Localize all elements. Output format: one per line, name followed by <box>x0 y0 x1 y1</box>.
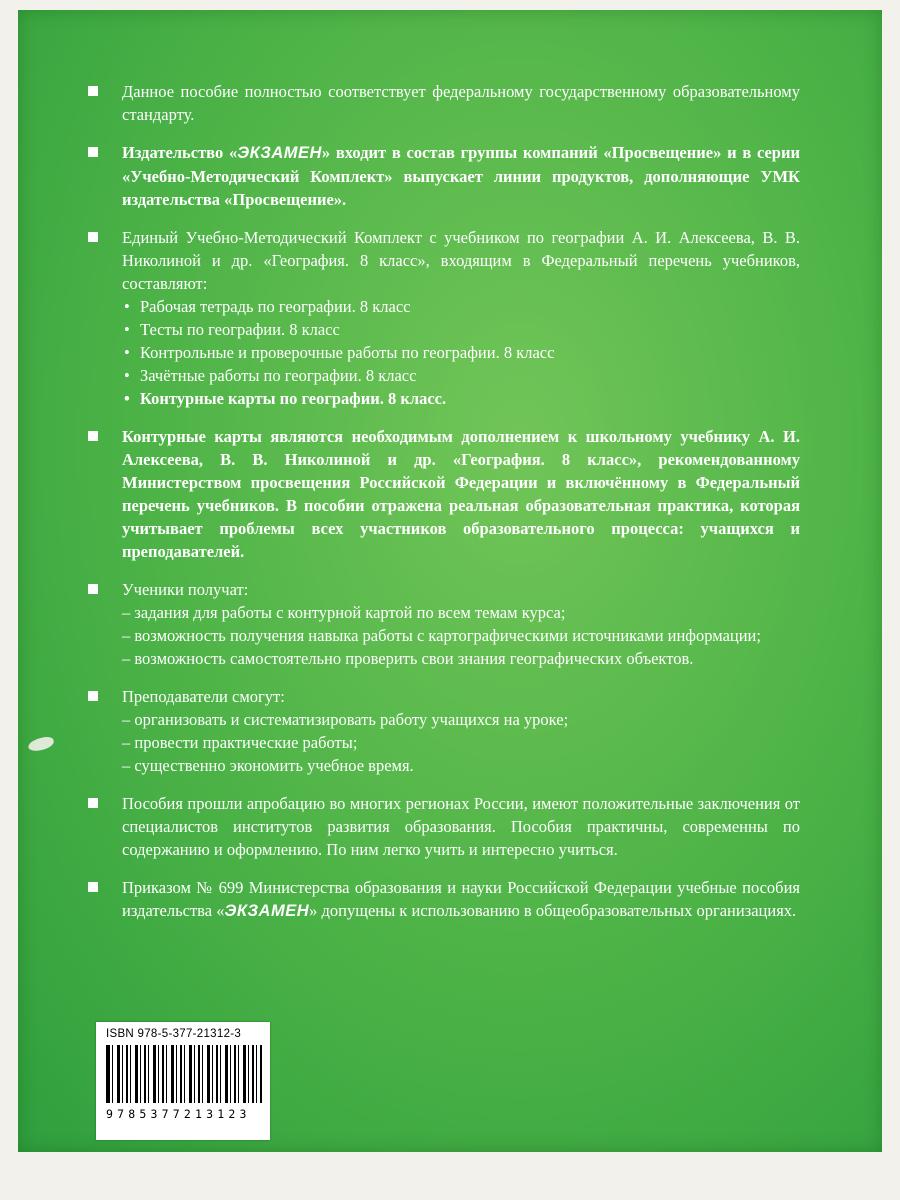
publisher-text-pre: Издательство « <box>122 143 238 162</box>
paragraph-text <box>122 141 800 211</box>
square-bullet-icon <box>88 798 98 808</box>
paper-scuff-mark <box>27 735 55 752</box>
list-item: • Контрольные и проверочные работы по географии. 8 класс <box>122 341 800 364</box>
students-intro: Ученики получат: <box>122 580 249 599</box>
paragraph-ministry-order <box>122 876 800 923</box>
barcode <box>106 1045 262 1103</box>
square-bullet-icon <box>88 691 98 701</box>
paragraph-standard-compliance <box>122 80 800 126</box>
paragraph-umk-kit <box>122 226 800 410</box>
isbn-label: ISBN 978-5-377-21312-3 <box>106 1028 242 1040</box>
paragraph-approbation <box>122 792 800 861</box>
dash-item: – задания для работы с контурной картой по всем темам курса; <box>122 603 566 622</box>
teachers-intro: Преподаватели смогут: <box>122 687 285 706</box>
paragraph-text: Пособия прошли апробацию во многих регионах России, имеют положительные заключения от специалистов институтов развития образования. Пособия практичны, современны по содержанию и оформлению. По ним легко учить и интересно учиться. <box>122 794 800 859</box>
barcode-digits: 9785377213123 <box>106 1107 251 1121</box>
list-item: • Рабочая тетрадь по географии. 8 класс <box>122 295 800 318</box>
order-text-post: » допущены к использованию в общеобразовательных организациях. <box>309 901 797 920</box>
ekzamen-brand-wordmark: ЭКЗАМЕН <box>224 902 310 920</box>
list-item: • Зачётные работы по географии. 8 класс <box>122 364 800 387</box>
list-item-highlighted: • Контурные карты по географии. 8 класс. <box>122 387 800 410</box>
paragraph-text: Данное пособие полностью соответствует федеральному государственному образовательному стандарту. <box>122 82 800 124</box>
square-bullet-icon <box>88 147 98 157</box>
dash-item: – возможность самостоятельно проверить свои знания географических объектов. <box>122 649 694 668</box>
publisher-text-post: » входит в состав группы компаний «Просвещение» и в серии «Учебно-Методический Комплект» выпускает линии продуктов, дополняющие УМК издательства «Просвещение». <box>122 143 800 209</box>
dash-item: – существенно экономить учебное время. <box>122 756 414 775</box>
paragraph-text: Контурные карты являются необходимым дополнением к школьному учебнику А. И. Алексеева, В. В. Николиной и др. «География. 8 класс», рекомендованному Министерством просвещения Российской Федерации и включённому в Федеральный перечень учебников. В пособии отражена реальная образовательная практика, которая учитывает проблемы всех участников образовательного процесса: учащихся и преподавателей. <box>122 427 800 561</box>
isbn-block <box>96 1022 270 1140</box>
list-item: • Тесты по географии. 8 класс <box>122 318 800 341</box>
paragraph-publisher <box>122 141 800 211</box>
cover-text-column <box>122 80 800 938</box>
square-bullet-icon <box>88 882 98 892</box>
umk-kit-list <box>122 295 800 410</box>
umk-intro: Единый Учебно-Методический Комплект с учебником по географии А. И. Алексеева, В. В. Николиной и др. «География. 8 класс», входящим в Федеральный перечень учебников, составляют: <box>122 228 800 293</box>
paragraph-text <box>122 876 800 923</box>
square-bullet-icon <box>88 584 98 594</box>
book-back-cover <box>18 10 882 1152</box>
dash-item: – организовать и систематизировать работу учащихся на уроке; <box>122 710 569 729</box>
ekzamen-brand-wordmark: ЭКЗАМЕН <box>237 144 322 162</box>
square-bullet-icon <box>88 431 98 441</box>
paragraph-students <box>122 578 800 670</box>
dash-item: – возможность получения навыка работы с картографическими источниками информации; <box>122 626 761 645</box>
paragraph-teachers <box>122 685 800 777</box>
dash-item: – провести практические работы; <box>122 733 358 752</box>
square-bullet-icon <box>88 86 98 96</box>
paragraph-contour-maps <box>122 425 800 563</box>
square-bullet-icon <box>88 232 98 242</box>
order-text-pre: Приказом № 699 Министерства образования и науки Российской Федерации учебные пособия издательства « <box>122 878 800 920</box>
